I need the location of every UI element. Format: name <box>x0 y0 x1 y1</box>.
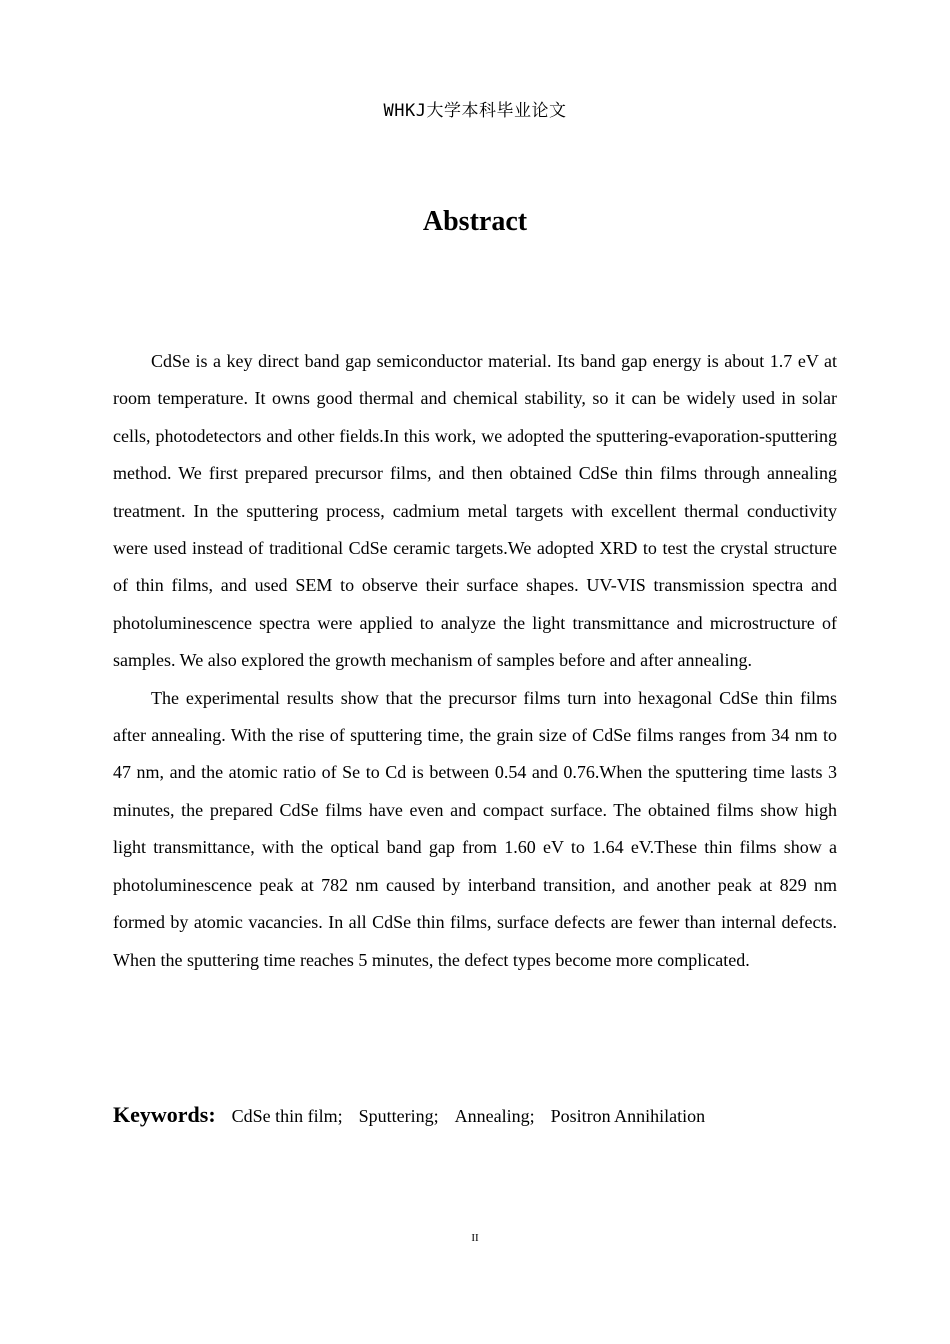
header-thesis-label: 大学本科毕业论文 <box>426 101 567 121</box>
header-university-code: WHKJ <box>383 101 427 121</box>
page-number: II <box>471 1232 479 1244</box>
keyword-item: Annealing; <box>454 1106 535 1126</box>
running-header <box>0 96 950 121</box>
abstract-body <box>113 343 837 979</box>
keyword-item: CdSe thin film; <box>231 1106 343 1126</box>
keyword-item: Positron Annihilation <box>550 1106 706 1126</box>
abstract-paragraph-1: CdSe is a key direct band gap semiconductor material. Its band gap energy is about 1.7 eV at room temperature. It owns good thermal and chemical stability, so it can be widely used in solar cells, photodetectors and other fields.In this work, we adopted the sputtering-evaporation-sputtering method. We first prepared precursor films, and then obtained CdSe thin films through annealing treatment. In the sputtering process, cadmium metal targets with excellent thermal conductivity were used instead of traditional CdSe ceramic targets.We adopted XRD to test the crystal structure of thin films, and used SEM to observe their surface shapes. UV-VIS transmission spectra and photoluminescence spectra were applied to analyze the light transmittance and microstructure of samples. We also explored the growth mechanism of samples before and after annealing. <box>113 351 837 671</box>
keywords-label: Keywords: <box>113 1102 216 1127</box>
keywords-line <box>113 1098 853 1133</box>
keyword-item: Sputtering; <box>358 1106 439 1126</box>
abstract-paragraph-2: The experimental results show that the precursor films turn into hexagonal CdSe thin films after annealing. With the rise of sputtering time, the grain size of CdSe films ranges from 34 nm to 47 nm, and the atomic ratio of Se to Cd is between 0.54 and 0.76.When the sputtering time lasts 3 minutes, the prepared CdSe films have even and compact surface. The obtained films show high light transmittance, with the optical band gap from 1.60 eV to 1.64 eV.These thin films show a photoluminescence peak at 782 nm caused by interband transition, and another peak at 829 nm formed by atomic vacancies. In all CdSe thin films, surface defects are fewer than internal defects. When the sputtering time reaches 5 minutes, the defect types become more complicated. <box>113 687 837 970</box>
page-title: Abstract <box>422 206 528 237</box>
